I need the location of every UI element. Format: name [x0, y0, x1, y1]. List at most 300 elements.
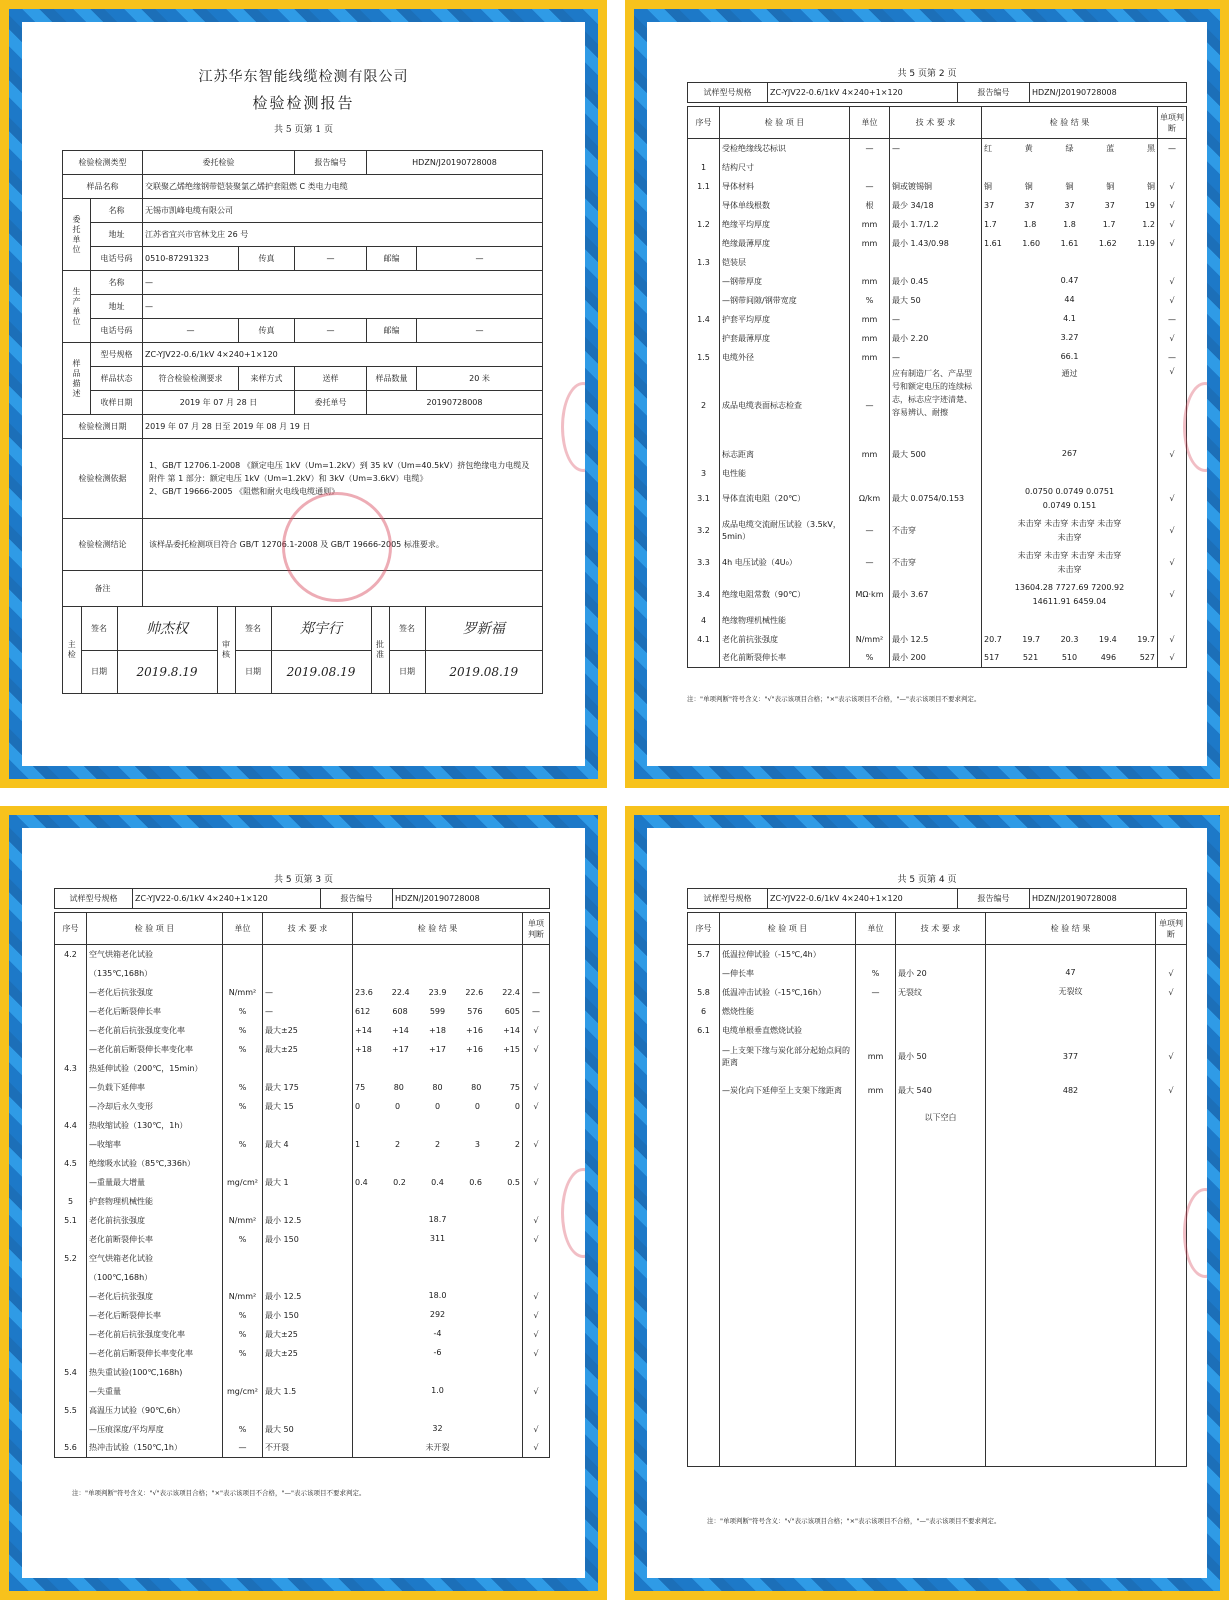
row-req — [896, 945, 986, 964]
row-req: 最小 200 — [890, 649, 982, 668]
row-unit — [223, 964, 263, 983]
page-number: 共 5 页第 2 页 — [897, 69, 957, 79]
row-unit: % — [223, 1325, 263, 1344]
result-value: 黑 — [1147, 143, 1155, 153]
row-seq: 5 — [55, 1192, 87, 1211]
row-unit: mm — [856, 1040, 896, 1074]
paper — [647, 22, 1207, 766]
row-judge: — — [1158, 348, 1187, 367]
row-req: 不击穿 — [890, 515, 982, 547]
row-item: 结构尺寸 — [720, 158, 850, 177]
row-judge: √ — [523, 1382, 550, 1401]
sample-header-table — [54, 888, 550, 909]
row-item: 燃烧性能 — [720, 1002, 856, 1021]
result-value: 未开裂 — [425, 1442, 450, 1452]
row-seq: 4.4 — [55, 1116, 87, 1135]
value-sample-qty: 20 米 — [417, 367, 543, 391]
row-result — [986, 983, 1156, 1002]
result-value: 18.7 — [428, 1215, 447, 1224]
label-review-sign: 签名 — [235, 607, 271, 650]
table-row — [688, 464, 1187, 483]
label-received-date: 收样日期 — [91, 391, 143, 415]
table-row — [688, 983, 1187, 1002]
row-item: —老化前后抗张强度变化率 — [87, 1021, 223, 1040]
report-page-4 — [625, 806, 1229, 1600]
table-row — [688, 1074, 1187, 1108]
col-item-header: 检 验 项 目 — [720, 913, 856, 945]
value-client-address: 江苏省宜兴市官林戈庄 26 号 — [143, 223, 543, 247]
result-value: 47 — [1065, 968, 1076, 977]
row-req: 最小 150 — [263, 1306, 353, 1325]
result-value: 1.8 — [1023, 219, 1037, 229]
row-item: —老化前后断裂伸长率变化率 — [87, 1344, 223, 1363]
row-judge: √ — [523, 1211, 550, 1230]
row-result — [353, 1040, 523, 1059]
label-sample-qty: 样品数量 — [367, 367, 417, 391]
row-result — [986, 1021, 1156, 1040]
row-judge: √ — [1158, 272, 1187, 291]
row-result — [982, 547, 1158, 579]
row-judge: √ — [523, 1420, 550, 1439]
row-result — [982, 649, 1158, 668]
row-seq — [688, 234, 720, 253]
value-client-fax: — — [295, 247, 367, 271]
signature-table — [63, 607, 542, 693]
table-row — [55, 1173, 550, 1192]
row-unit: MΩ·km — [850, 579, 890, 611]
row-seq — [688, 1108, 720, 1127]
row-req — [263, 964, 353, 983]
result-value: 482 — [1062, 1085, 1079, 1095]
table-row — [688, 158, 1187, 177]
table-row — [688, 367, 1187, 445]
result-value: +16 — [466, 1025, 483, 1035]
result-value: 红 — [984, 143, 992, 153]
row-req — [896, 1021, 986, 1040]
row-judge — [523, 1059, 550, 1078]
row-judge: √ — [523, 1306, 550, 1325]
row-item: 电性能 — [720, 464, 850, 483]
row-result — [353, 1306, 523, 1325]
row-unit: — — [850, 515, 890, 547]
row-result — [353, 1173, 523, 1192]
result-value: 377 — [1062, 1051, 1079, 1061]
label-test-date: 检验检测日期 — [63, 415, 143, 439]
result-value: 75 — [355, 1082, 366, 1092]
row-judge — [1158, 158, 1187, 177]
row-item: 绝缘平均厚度 — [720, 215, 850, 234]
row-seq: 4 — [688, 611, 720, 630]
row-seq: 4.5 — [55, 1154, 87, 1173]
row-req — [263, 1192, 353, 1211]
row-judge: √ — [1158, 630, 1187, 649]
table-row — [55, 1230, 550, 1249]
row-seq — [55, 1268, 87, 1287]
row-judge: √ — [1158, 547, 1187, 579]
row-req — [263, 1116, 353, 1135]
row-result — [353, 945, 523, 964]
value-sample-model: ZC-YJV22-0.6/1kV 4×240+1×120 — [768, 889, 958, 909]
result-value: 527 — [1139, 653, 1155, 663]
row-result — [353, 1325, 523, 1344]
row-item: 老化前断裂伸长率 — [87, 1230, 223, 1249]
results-table — [54, 912, 550, 1458]
row-req: 铜或镀锡铜 — [890, 177, 982, 196]
row-req — [896, 1002, 986, 1021]
row-req: 最大 4 — [263, 1135, 353, 1154]
page-number: 共 5 页第 4 页 — [897, 875, 957, 885]
row-item: —收缩率 — [87, 1135, 223, 1154]
seam-seal — [561, 382, 585, 472]
result-value: 1.61 — [1060, 238, 1079, 248]
row-judge: √ — [1158, 649, 1187, 668]
row-unit: % — [223, 1230, 263, 1249]
table-row — [688, 579, 1187, 611]
label-client-phone: 电话号码 — [91, 247, 143, 271]
row-seq: 5.1 — [55, 1211, 87, 1230]
row-result — [982, 445, 1158, 464]
table-row — [688, 348, 1187, 367]
label-client-group: 委托单位 — [63, 199, 91, 271]
report-info-table — [62, 150, 543, 694]
row-unit — [223, 1154, 263, 1173]
result-value: +14 — [392, 1025, 409, 1035]
result-value: 0 — [514, 1101, 520, 1111]
row-req: 最大 50 — [890, 291, 982, 310]
row-req: 最大 1.5 — [263, 1382, 353, 1401]
report-page-1 — [0, 0, 607, 788]
row-req — [890, 464, 982, 483]
row-req: 最大±25 — [263, 1040, 353, 1059]
row-seq: 3 — [688, 464, 720, 483]
row-unit — [856, 945, 896, 964]
row-result — [982, 464, 1158, 483]
row-judge: √ — [1156, 1074, 1187, 1108]
row-req: 最小 12.5 — [263, 1211, 353, 1230]
row-req: 无裂纹 — [896, 983, 986, 1002]
row-judge: — — [1158, 139, 1187, 158]
result-value: 0 — [355, 1101, 361, 1111]
row-judge: √ — [523, 1287, 550, 1306]
row-result — [353, 1420, 523, 1439]
row-judge — [523, 1116, 550, 1135]
result-value: 44 — [1064, 295, 1075, 304]
label-approve: 批准 — [371, 607, 389, 693]
result-value: 576 — [467, 1006, 483, 1016]
result-value: 1.61 — [984, 238, 1002, 248]
value-test-date: 2019 年 07 月 28 日至 2019 年 08 月 19 日 — [143, 415, 543, 439]
result-value: 2 — [514, 1139, 520, 1149]
row-result — [353, 1249, 523, 1268]
row-result — [353, 1401, 523, 1420]
row-item: 成品电缆表面标志检查 — [720, 367, 850, 445]
row-result — [353, 1116, 523, 1135]
row-req: 最小 2.20 — [890, 329, 982, 348]
label-approve-date: 日期 — [389, 650, 425, 693]
row-unit: Ω/km — [850, 483, 890, 515]
result-value: 3 — [474, 1139, 480, 1149]
official-seal — [282, 492, 392, 602]
result-value: 13604.28 7727.69 7200.92 — [1014, 582, 1125, 592]
row-judge: √ — [523, 1230, 550, 1249]
row-unit — [223, 1363, 263, 1382]
row-judge: √ — [523, 1439, 550, 1458]
row-req: 最大 500 — [890, 445, 982, 464]
table-row — [55, 1192, 550, 1211]
row-req: 最小 3.67 — [890, 579, 982, 611]
result-value: 1.8 — [1063, 219, 1076, 229]
result-value: 267 — [1061, 449, 1078, 458]
row-result — [353, 964, 523, 983]
label-review: 审核 — [217, 607, 235, 693]
row-unit: % — [856, 964, 896, 983]
row-judge: √ — [1158, 196, 1187, 215]
row-unit: % — [223, 1021, 263, 1040]
row-seq — [55, 1344, 87, 1363]
row-result — [986, 1040, 1156, 1074]
row-req: 最小 150 — [263, 1230, 353, 1249]
row-item: 老化前抗张强度 — [87, 1211, 223, 1230]
approve-date: 2019.08.19 — [425, 650, 542, 693]
row-unit: % — [223, 1306, 263, 1325]
table-row — [688, 964, 1187, 983]
row-req — [263, 945, 353, 964]
row-seq — [688, 1074, 720, 1108]
basis-item-1: 1、GB/T 12706.1-2008 《额定电压 1kV（Um=1.2kV）到 35 kV（Um=40.5kV）挤包绝缘电力电缆及附件 第 1 部分：额定电压 1kV（Um=1.2kV）和 3kV（Um=3.6kV）电缆》 — [149, 461, 530, 483]
table-row — [688, 139, 1187, 158]
row-result — [982, 196, 1158, 215]
signature-block — [63, 607, 543, 694]
result-value: 22.4 — [391, 987, 410, 997]
result-value: 19.4 — [1098, 634, 1117, 644]
row-result — [982, 234, 1158, 253]
row-seq — [55, 1306, 87, 1325]
row-item: （135℃,168h） — [87, 964, 223, 983]
row-seq — [688, 196, 720, 215]
row-req — [890, 611, 982, 630]
col-req-header: 技 术 要 求 — [263, 913, 353, 945]
row-judge — [1158, 611, 1187, 630]
value-sample-name: 交联聚乙烯绝缘钢带铠装聚氯乙烯护套阻燃 C 类电力电缆 — [143, 175, 543, 199]
table-row — [55, 1306, 550, 1325]
table-row — [55, 1154, 550, 1173]
row-result — [353, 1230, 523, 1249]
row-seq — [55, 983, 87, 1002]
value-sample-model: ZC-YJV22-0.6/1kV 4×240+1×120 — [768, 83, 958, 103]
row-result — [353, 1287, 523, 1306]
label-report-no: 报告编号 — [958, 889, 1030, 909]
row-judge — [1156, 1021, 1187, 1040]
row-seq — [55, 1040, 87, 1059]
row-unit: N/mm² — [223, 1211, 263, 1230]
result-value: 19.7 — [1137, 634, 1155, 644]
table-row — [55, 1249, 550, 1268]
table-row — [55, 1420, 550, 1439]
table-row — [55, 1211, 550, 1230]
row-unit: % — [850, 291, 890, 310]
row-seq — [55, 1135, 87, 1154]
table-row — [688, 329, 1187, 348]
row-item: 电缆外径 — [720, 348, 850, 367]
row-seq: 6.1 — [688, 1021, 720, 1040]
basis-item-2: 2、GB/T 19666-2005 《阻燃和耐火电线电缆通则》 — [149, 487, 340, 496]
row-result — [353, 1002, 523, 1021]
col-result-header: 检 验 结 果 — [986, 913, 1156, 945]
label-producer-postcode: 邮编 — [367, 319, 417, 343]
row-seq: 2 — [688, 367, 720, 445]
row-req: 最小 50 — [896, 1040, 986, 1074]
row-req — [890, 253, 982, 272]
footnote: 注："单项判断"符号含义："√"表示该项目合格；"×"表示该项目不合格，"—"表示该项目不要求判定。 — [72, 1489, 366, 1497]
row-item: 标志距离 — [720, 445, 850, 464]
row-unit: mg/cm² — [223, 1173, 263, 1192]
label-chief-sign: 签名 — [81, 607, 117, 650]
row-result — [353, 1078, 523, 1097]
row-unit: % — [223, 1078, 263, 1097]
row-seq — [55, 1097, 87, 1116]
row-unit: % — [223, 1097, 263, 1116]
row-judge — [523, 1363, 550, 1382]
row-unit: — — [856, 983, 896, 1002]
row-item: —老化后抗张强度 — [87, 1287, 223, 1306]
row-result — [982, 515, 1158, 547]
row-req: 以下空白 — [896, 1108, 986, 1127]
row-result — [353, 1439, 523, 1458]
row-judge — [523, 1154, 550, 1173]
result-value: 66.1 — [1060, 352, 1079, 361]
row-unit: % — [223, 1002, 263, 1021]
row-result — [353, 1268, 523, 1287]
row-req: 最大 175 — [263, 1078, 353, 1097]
row-judge — [523, 1249, 550, 1268]
row-judge: √ — [1158, 483, 1187, 515]
row-item: —老化前后断裂伸长率变化率 — [87, 1040, 223, 1059]
table-row — [55, 1439, 550, 1458]
result-value: 0.0750 0.0749 0.0751 — [1024, 486, 1115, 496]
row-result — [986, 1108, 1156, 1127]
label-sample-state: 样品状态 — [91, 367, 143, 391]
row-item: —钢带厚度 — [720, 272, 850, 291]
result-value: 19.7 — [1022, 634, 1041, 644]
label-approve-sign: 签名 — [389, 607, 425, 650]
row-judge: √ — [523, 1078, 550, 1097]
col-judge-header: 单项判断 — [1158, 107, 1187, 139]
seam-seal — [561, 1168, 585, 1258]
row-result — [986, 945, 1156, 964]
row-item: 绝缘物理机械性能 — [720, 611, 850, 630]
row-unit: mm — [850, 445, 890, 464]
row-req — [890, 158, 982, 177]
row-item: —老化后断裂伸长率 — [87, 1306, 223, 1325]
row-req — [263, 1363, 353, 1382]
value-report-no: HDZN/J20190728008 — [1030, 83, 1187, 103]
result-value: 2 — [394, 1139, 401, 1149]
value-model: ZC-YJV22-0.6/1kV 4×240+1×120 — [143, 343, 543, 367]
table-row — [55, 1021, 550, 1040]
row-seq: 1.2 — [688, 215, 720, 234]
company-name: 江苏华东智能线缆检测有限公司 — [198, 69, 409, 85]
row-seq: 4.2 — [55, 945, 87, 964]
row-item: 热失重试验(100℃,168h) — [87, 1363, 223, 1382]
row-judge: √ — [1158, 329, 1187, 348]
value-producer-fax: — — [295, 319, 367, 343]
row-unit: mm — [850, 310, 890, 329]
row-judge: √ — [1158, 445, 1187, 464]
row-item: 导体单线根数 — [720, 196, 850, 215]
row-result — [982, 139, 1158, 158]
row-req — [263, 1154, 353, 1173]
row-result — [353, 1021, 523, 1040]
row-unit: — — [850, 367, 890, 445]
result-value: 608 — [392, 1006, 408, 1016]
col-item-header: 检 验 项 目 — [720, 107, 850, 139]
row-req: 应有制造厂名、产品型号和额定电压的连续标志，标志应字迹清楚、容易辨认、耐擦 — [890, 367, 982, 445]
row-item: 老化前断裂伸长率 — [720, 649, 850, 668]
col-seq-header: 序号 — [688, 913, 720, 945]
row-unit — [223, 1268, 263, 1287]
row-unit — [850, 464, 890, 483]
row-req: 最大 1 — [263, 1173, 353, 1192]
row-seq — [55, 1021, 87, 1040]
row-judge: √ — [1158, 215, 1187, 234]
row-item: 绝缘电阻常数（90℃） — [720, 579, 850, 611]
row-judge: — — [1158, 310, 1187, 329]
row-judge: √ — [523, 1097, 550, 1116]
row-req: 最少 34/18 — [890, 196, 982, 215]
row-unit — [223, 1249, 263, 1268]
result-value: 23.9 — [428, 987, 447, 997]
table-row — [55, 945, 550, 964]
result-value: 1.0 — [431, 1386, 444, 1395]
blank-row — [688, 1127, 1187, 1467]
value-client-phone: 0510-87291323 — [143, 247, 239, 271]
label-sample-desc-group: 样品描述 — [63, 343, 91, 415]
row-unit: % — [223, 1135, 263, 1154]
label-report-no: 报告编号 — [295, 151, 367, 175]
approve-signature: 罗新福 — [425, 607, 542, 650]
row-seq — [688, 272, 720, 291]
row-judge: — — [523, 1002, 550, 1021]
table-row — [688, 649, 1187, 668]
result-value: 0.6 — [469, 1177, 482, 1187]
row-req: 最大 50 — [263, 1420, 353, 1439]
result-value: 0.2 — [393, 1177, 406, 1187]
results-table — [687, 106, 1187, 668]
result-value: 22.6 — [465, 987, 484, 997]
value-report-no: HDZN/J20190728008 — [367, 151, 543, 175]
row-item: 空气烘箱老化试验 — [87, 1249, 223, 1268]
table-row — [55, 964, 550, 983]
label-producer-address: 地址 — [91, 295, 143, 319]
page-number: 共 5 页第 1 页 — [274, 125, 333, 135]
col-unit-header: 单位 — [850, 107, 890, 139]
row-seq — [55, 964, 87, 983]
row-judge — [523, 1268, 550, 1287]
value-received-date: 2019 年 07 月 28 日 — [143, 391, 295, 415]
result-value: 4.1 — [1063, 314, 1076, 323]
table-row — [688, 1108, 1187, 1127]
result-value: 1.19 — [1137, 238, 1155, 248]
row-result — [982, 329, 1158, 348]
blank-cell — [896, 1127, 986, 1467]
result-value: 铜 — [1147, 181, 1155, 191]
chief-date: 2019.8.19 — [117, 650, 217, 693]
row-item: 电缆单根垂直燃烧试验 — [720, 1021, 856, 1040]
table-row — [55, 1002, 550, 1021]
review-date: 2019.08.19 — [271, 650, 371, 693]
result-value: 605 — [504, 1006, 520, 1016]
result-value: 0 — [434, 1101, 441, 1111]
